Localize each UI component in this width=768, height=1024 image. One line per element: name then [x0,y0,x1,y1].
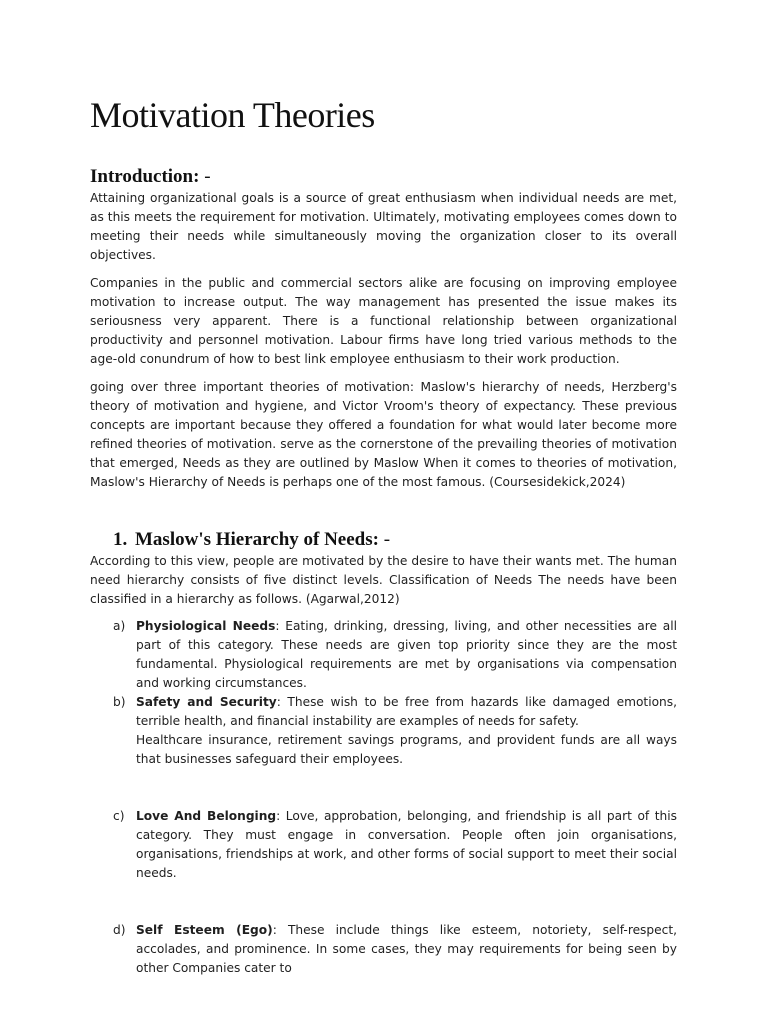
list-item-term: Self Esteem (Ego) [136,923,273,937]
list-item-term: Love And Belonging [136,809,277,823]
maslow-heading-number: 1. [113,529,128,550]
list-item-body [136,617,677,693]
list-item-text: : These include things like esteem, notoriety, self-respect, accolades, and prominence. In some cases, they may requirements for being seen by other Companies cater to [136,923,677,975]
list-item-body [136,693,677,769]
document-title: Motivation Theories [90,95,375,135]
list-marker: b) [113,695,126,709]
list-item-safety [90,693,677,769]
intro-paragraph-2: Companies in the public and commercial sectors alike are focusing on improving employee motivation to increase output. The way management has presented the issue makes its seriousness very apparent. There is a functional relationship between organizational productivity and personnel motivation. Labour firms have long tried various methods to the age-old conundrum of how to best link employee enthusiasm to their work production. [90,276,677,366]
intro-paragraph-1: Attaining organizational goals is a source of great enthusiasm when individual needs are met, as this meets the requirement for motivation. Ultimately, motivating employees comes down to meeting their needs while simultaneously moving the organization closer to its overall objectives. [90,191,677,262]
list-item-extra-text: Healthcare insurance, retirement savings programs, and provident funds are all ways that businesses safeguard their employees. [136,733,677,766]
list-item-text: : Love, approbation, belonging, and friendship is all part of this category. They must engage in conversation. People often join organisations, organisations, friendships at work, and other forms of social support to meet their social needs. [136,809,677,880]
list-item-text: : These wish to be free from hazards like damaged emotions, terrible health, and financial instability are examples of needs for safety. [136,695,677,728]
introduction-heading-text: Introduction: [90,166,200,187]
maslow-heading-label: Maslow's Hierarchy of Needs: [135,529,379,550]
needs-list [90,617,677,978]
list-item-text: : Eating, drinking, dressing, living, and other necessities are all part of this category. These needs are given top priority since they are the most fundamental. Physiological requirements are met by organisations via compensation and working circumstances. [136,619,677,690]
list-item-term: Physiological Needs [136,619,276,633]
maslow-intro-paragraph: According to this view, people are motivated by the desire to have their wants met. The human need hierarchy consists of five distinct levels. Classification of Needs The needs have been classified in a hierarchy as follows. (Agarwal,2012) [90,554,677,606]
list-item-body [136,921,677,978]
list-marker: d) [113,923,126,937]
maslow-heading-suffix: - [378,529,391,550]
list-item-self-esteem [90,921,677,978]
list-marker: c) [113,809,125,823]
maslow-heading-text [135,528,390,552]
maslow-heading [90,528,677,552]
list-item-love-belonging [90,807,677,883]
introduction-heading-suffix: - [199,166,211,187]
list-item-term: Safety and Security [136,695,277,709]
intro-paragraph-3: going over three important theories of motivation: Maslow's hierarchy of needs, Herzberg's theory of motivation and hygiene, and Victor Vroom's theory of expectancy. These previous concepts are important because they offered a foundation for what would later become more refined theories of motivation. serve as the cornerstone of the prevailing theories of motivation that emerged, Needs as they are outlined by Maslow When it comes to theories of motivation, Maslow's Hierarchy of Needs is perhaps one of the most famous. (Coursesidekick,2024) [90,380,677,489]
introduction-heading [90,165,677,189]
list-item-body [136,807,677,883]
list-item-physiological [90,617,677,693]
document-content [90,92,677,978]
list-marker: a) [113,619,126,633]
